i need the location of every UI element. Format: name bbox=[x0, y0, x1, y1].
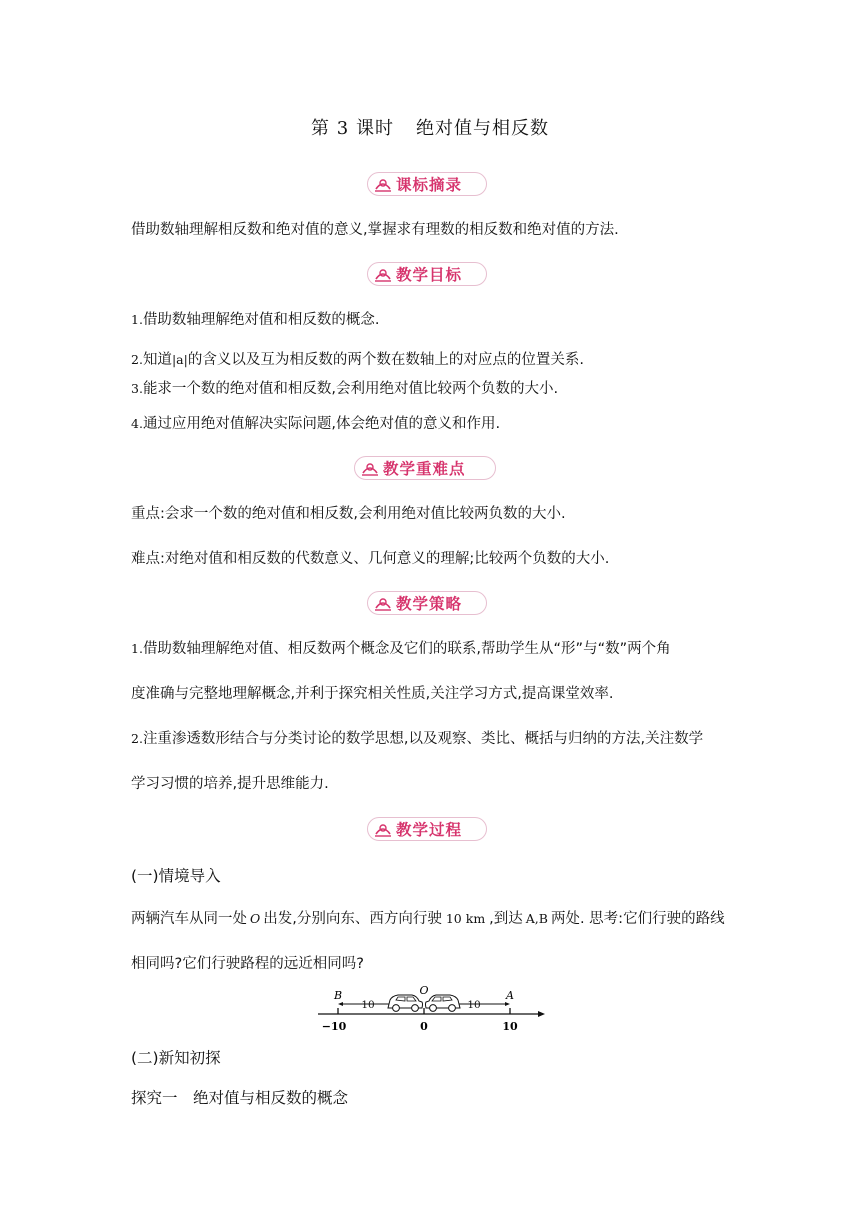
situation-text-line2: 相同吗?它们行驶路程的远近相同吗? bbox=[131, 956, 364, 972]
section-title: 教学策略 bbox=[396, 595, 463, 613]
section-badge-jxgc bbox=[367, 817, 487, 841]
goal-1: 1.借助数轴理解绝对值和相反数的概念. bbox=[131, 312, 380, 328]
section-title: 教学目标 bbox=[396, 266, 463, 284]
strategy-1-line1: 1.借助数轴理解绝对值、相反数两个概念及它们的联系,帮助学生从“形”与“数”两个角 bbox=[131, 641, 671, 657]
car-left-icon bbox=[388, 995, 423, 1011]
situation-text-line1: 两辆汽车从同一处 O 出发,分别向东、西方向行驶 10 km ,到达 A,B 两处. 思考:它们行驶的路线 bbox=[131, 911, 725, 927]
label-B: B bbox=[333, 989, 343, 1002]
section-icon bbox=[372, 594, 394, 612]
goal-4: 4.通过应用绝对值解决实际问题,体会绝对值的意义和作用. bbox=[131, 416, 501, 432]
section-badge-jxmb bbox=[367, 262, 487, 286]
strategy-1-line2: 度准确与完整地理解概念,并利于探究相关性质,关注学习方式,提高课堂效率. bbox=[131, 686, 614, 702]
section-title: 课标摘录 bbox=[396, 176, 463, 194]
key-point: 重点:会求一个数的绝对值和相反数,会利用绝对值比较两负数的大小. bbox=[131, 506, 566, 522]
dist-label-left: 10 bbox=[361, 999, 375, 1011]
tick-label-zero: 0 bbox=[420, 1020, 428, 1033]
axis-arrow bbox=[538, 1011, 545, 1017]
tick-label-pos10: 10 bbox=[502, 1020, 518, 1033]
lesson-topic: 绝对值与相反数 bbox=[415, 118, 549, 139]
section-icon bbox=[359, 459, 381, 477]
section-badge-kbzl bbox=[367, 172, 487, 196]
section-icon bbox=[372, 265, 394, 283]
abs-a-symbol: |a| bbox=[171, 352, 188, 367]
section-title: 教学重难点 bbox=[383, 460, 466, 478]
goal-2: 2.知道|a|的含义以及互为相反数的两个数在数轴上的对应点的位置关系. bbox=[131, 352, 584, 368]
section-title: 教学过程 bbox=[396, 821, 463, 839]
section-icon bbox=[372, 820, 394, 838]
label-A: A bbox=[506, 989, 514, 1002]
lesson-number: 第 3 课时 bbox=[311, 118, 394, 139]
label-O: O bbox=[419, 984, 429, 997]
strategy-2-line2: 学习习惯的培养,提升思维能力. bbox=[131, 776, 329, 792]
section-badge-jxzd bbox=[354, 456, 496, 480]
car-right-icon bbox=[426, 995, 461, 1011]
heading-explore-1: 探究一 绝对值与相反数的概念 bbox=[131, 1089, 349, 1107]
strategy-2-line1: 2.注重渗透数形结合与分类讨论的数学思想,以及观察、类比、概括与归纳的方法,关注数学 bbox=[131, 731, 704, 747]
tick-label-neg10: −10 bbox=[321, 1020, 347, 1033]
difficult-point: 难点:对绝对值和相反数的代数意义、几何意义的理解;比较两个负数的大小. bbox=[131, 551, 610, 567]
heading-new-knowledge: (二)新知初探 bbox=[131, 1049, 221, 1067]
goal-3: 3.能求一个数的绝对值和相反数,会利用绝对值比较两个负数的大小. bbox=[131, 381, 559, 397]
kbzl-text: 借助数轴理解相反数和绝对值的意义,掌握求有理数的相反数和绝对值的方法. bbox=[131, 222, 619, 238]
dist-label-right: 10 bbox=[467, 999, 481, 1011]
section-icon bbox=[372, 175, 394, 193]
page-title bbox=[0, 114, 860, 140]
heading-situation-intro: (一)情境导入 bbox=[131, 867, 221, 885]
section-badge-jxcl bbox=[367, 591, 487, 615]
number-line-figure bbox=[316, 984, 546, 1036]
